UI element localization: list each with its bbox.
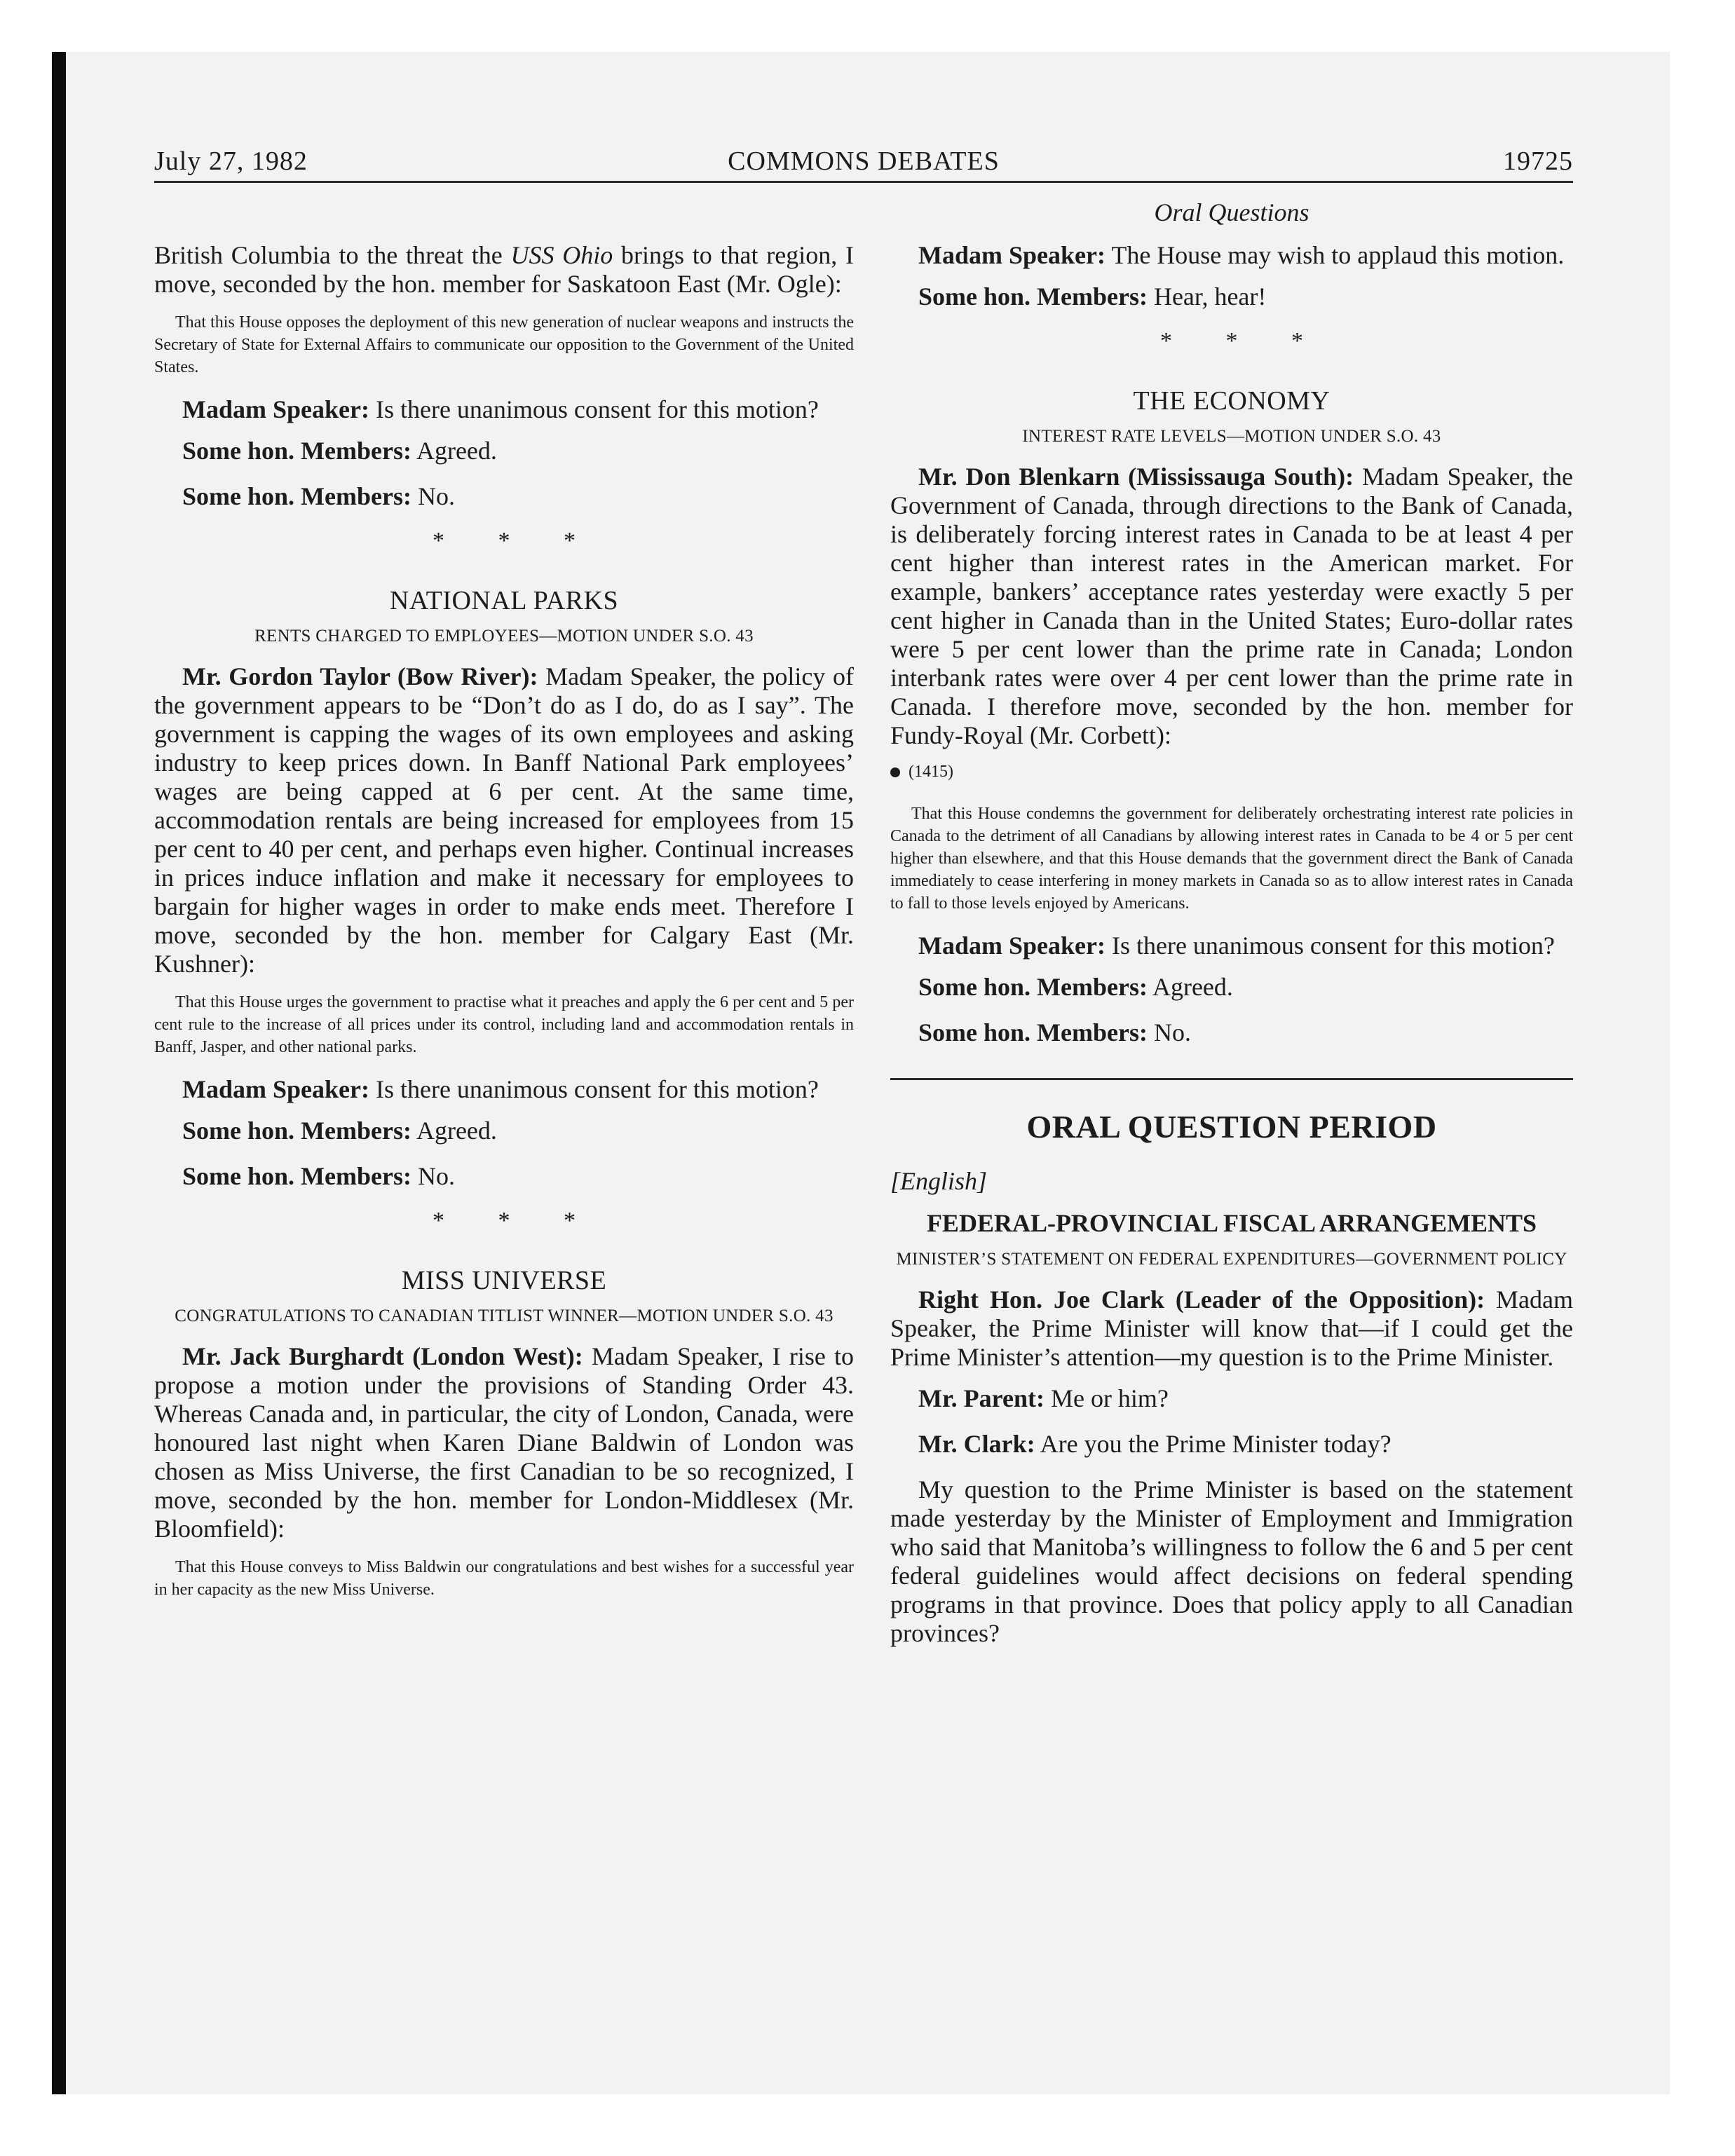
section-subheading: RENTS CHARGED TO EMPLOYEES—MOTION UNDER S.O. 43 [254,627,754,646]
speech-paragraph [154,1162,854,1191]
speech-text: Agreed. [1147,973,1233,1001]
speech-text: Is there unanimous consent for this motion? [1105,932,1555,960]
speech-paragraph [890,932,1573,960]
section-divider-stars: * * * [433,1208,599,1234]
speaker-name: Mr. Gordon Taylor (Bow River): [182,662,538,690]
speaker-name: Right Hon. Joe Clark (Leader of the Opposition): [918,1285,1485,1314]
time-marker [890,763,1573,782]
speech-text: The House may wish to applaud this motion. [1105,241,1565,269]
section-rule [890,1078,1573,1080]
right-column [890,241,1573,1660]
section-heading: THE ECONOMY [1133,386,1331,416]
speech-paragraph [890,1018,1573,1047]
section-tag: Oral Questions [1154,198,1309,226]
speaker-name: Mr. Jack Burghardt (London West): [182,1342,583,1370]
speech-paragraph [890,1285,1573,1372]
speech-text: Madam Speaker, the Prime Minister will know that—if I could get the Prime Minister’s attention—my question is to the Prime Minister. [890,1285,1574,1371]
speech-paragraph [890,1384,1573,1413]
speech-text: Agreed. [411,437,497,465]
left-column [154,241,854,1618]
speaker-name: Madam Speaker: [182,395,369,423]
speech-paragraph [154,1075,854,1104]
speech-text: Madam Speaker, the policy of the government appears to be “Don’t do as I do, do as I say”. The government is capping the wages of its own employees and asking industry to keep prices down. In Banff National Park employees’ wages are being capped at 6 per cent. At the same time, accommodation rentals are being increased for employees from 15 per cent to 40 per cent, and perhaps even higher. Continual increases in prices induce inflation and make it necessary for employees to bargain for higher wages in order to make ends meet. Therefore I move, seconded by the hon. member for Calgary East (Mr. Kushner): [154,662,854,978]
paragraph-continuation [154,241,854,299]
speaker-name: Some hon. Members: [182,482,411,510]
speech-paragraph [154,1342,854,1543]
section-divider-stars: * * * [433,528,599,554]
speech-text: Is there unanimous consent for this motion? [369,1075,819,1103]
time-stamp: (1415) [909,763,953,781]
text-run: British Columbia to the threat the [154,241,511,269]
speaker-name: Some hon. Members: [918,282,1148,311]
header-title: COMMONS DEBATES [728,146,1000,176]
speaker-name: Some hon. Members: [918,973,1148,1001]
text-run: brings to that region, I move, seconded by the hon. member for Saskatoon East (Mr. Ogle): [154,241,854,298]
speech-text: No. [411,1162,455,1190]
language-marker: [English] [890,1167,988,1195]
speaker-name: Some hon. Members: [182,1117,411,1145]
speech-text: Hear, hear! [1147,282,1267,311]
speech-paragraph [154,437,854,465]
speech-paragraph [890,241,1573,270]
bullet-dot-icon [890,767,900,777]
running-header [154,144,1573,183]
section-subheading: MINISTER’S STATEMENT ON FEDERAL EXPENDITURES—GOVERNMENT POLICY [896,1250,1567,1269]
speech-paragraph [890,973,1573,1002]
section-divider-stars: * * * [1160,328,1327,354]
speech-paragraph [154,1117,854,1145]
speaker-name: Madam Speaker: [182,1075,369,1103]
speech-paragraph [154,662,854,978]
speaker-name: Some hon. Members: [182,1162,411,1190]
speech-text: No. [1147,1018,1191,1046]
speech-paragraph [890,463,1573,750]
speech-paragraph [154,482,854,511]
speaker-name: Some hon. Members: [182,437,411,465]
speech-text: Me or him? [1044,1384,1169,1412]
speech-text: Agreed. [411,1117,497,1145]
speech-text: Is there unanimous consent for this motion? [369,395,819,423]
speaker-name: Madam Speaker: [918,241,1105,269]
section-subheading: CONGRATULATIONS TO CANADIAN TITLIST WINNER—MOTION UNDER S.O. 43 [175,1306,834,1325]
motion-text: That this House conveys to Miss Baldwin our congratulations and best wishes for a successful year in her capacity as the new Miss Universe. [154,1558,854,1599]
scan-edge-bar [52,52,66,2094]
motion-text: That this House condemns the government for deliberately orchestrating interest rate policies in Canada to the detriment of all Canadians by allowing interest rates in Canada to be 4 or 5 per cent higher than elsewhere, and that this House demands that the government direct the Bank of Canada immediately to cease interfering in money markets in Canada so as to allow interest rates in Canada to fall to those levels enjoyed by Americans. [890,805,1573,913]
speech-paragraph: My question to the Prime Minister is based on the statement made yesterday by the Minister of Employment and Immigration who said that Manitoba’s willingness to follow the 6 and 5 per cent federal guidelines would affect decisions on federal spending programs in that province. Does that policy apply to all Canadian provinces? [890,1475,1573,1647]
motion-text: That this House opposes the deployment of this new generation of nuclear weapons and instructs the Secretary of State for External Affairs to communicate our opposition to the Government of the United States. [154,313,854,376]
ship-name: USS Ohio [510,241,613,269]
part-heading: ORAL QUESTION PERIOD [1026,1109,1437,1145]
section-subheading: INTEREST RATE LEVELS—MOTION UNDER S.O. 43 [1022,427,1441,446]
motion-text: That this House urges the government to practise what it preaches and apply the 6 per cent and 5 per cent rule to the increase of all prices under its control, including land and accommodation rentals in Banff, Jasper, and other national parks. [154,993,854,1056]
speech-paragraph [154,395,854,424]
subject-heading: FEDERAL-PROVINCIAL FISCAL ARRANGEMENTS [926,1209,1537,1237]
section-heading: MISS UNIVERSE [401,1266,607,1295]
speaker-name: Madam Speaker: [918,932,1105,960]
speech-text: Are you the Prime Minister today? [1035,1430,1392,1458]
speaker-name: Mr. Clark: [918,1430,1035,1458]
speech-text: Madam Speaker, the Government of Canada, through directions to the Bank of Canada, is deliberately forcing interest rates in Canada to be at least 4 per cent higher than interest rates in the American market. For example, bankers’ acceptance rates yesterday were exactly 5 per cent higher in Canada than in the United States; Euro-dollar rates were 5 per cent lower than the prime rate in Canada; London interbank rates were over 4 per cent lower than the prime rate in Canada. I therefore move, seconded by the hon. member for Fundy-Royal (Mr. Corbett): [890,463,1573,749]
speech-paragraph [890,282,1573,311]
header-page-number: 19725 [1503,146,1573,176]
speaker-name: Mr. Don Blenkarn (Mississauga South): [918,463,1354,491]
speech-text: No. [411,482,455,510]
speaker-name: Some hon. Members: [918,1018,1148,1046]
speech-text: Madam Speaker, I rise to propose a motion under the provisions of Standing Order 43. Whereas Canada and, in particular, the city of London, Canada, were honoured last night when Karen Diane Baldwin of London was chosen as Miss Universe, the first Canadian to be so recognized, I move, seconded by the hon. member for London-Middlesex (Mr. Bloomfield): [154,1342,854,1543]
speaker-name: Mr. Parent: [918,1384,1045,1412]
header-date: July 27, 1982 [154,146,308,176]
speech-paragraph [890,1430,1573,1459]
section-heading: NATIONAL PARKS [389,586,619,615]
